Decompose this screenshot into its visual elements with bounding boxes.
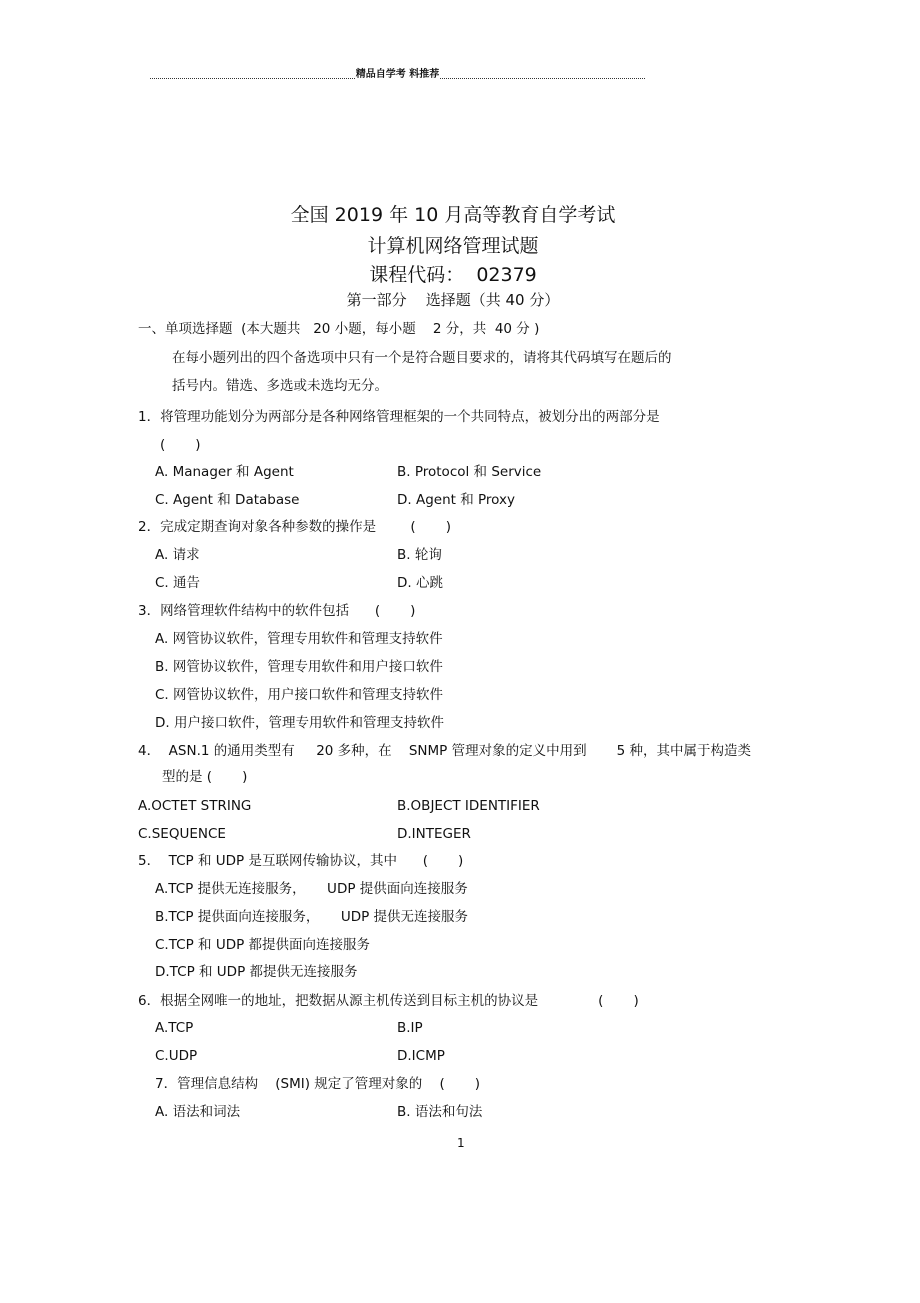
question-stem: 2．完成定期查询对象各种参数的操作是 ( ) <box>138 519 451 535</box>
option: A.TCP 提供无连接服务， UDP 提供面向连接服务 <box>155 881 468 897</box>
option: A. 语法和词法 <box>155 1104 241 1120</box>
option: D. 心跳 <box>397 575 443 591</box>
question-stem: 5． TCP 和 UDP 是互联网传输协议，其中 ( ) <box>138 853 464 869</box>
option: B.OBJECT IDENTIFIER <box>397 798 540 814</box>
option: D.ICMP <box>397 1048 445 1064</box>
question-stem-continued: 型的是 ( ) <box>162 769 248 785</box>
instructions: 括号内。错选、多选或未选均无分。 <box>172 378 388 394</box>
option: D.TCP 和 UDP 都提供无连接服务 <box>155 964 358 980</box>
part-heading: 第一部分 选择题（共 40 分） <box>346 291 560 309</box>
option: B. 网管协议软件，管理专用软件和用户接口软件 <box>155 659 443 675</box>
question-stem: 6．根据全网唯一的地址，把数据从源主机传送到目标主机的协议是 ( ) <box>138 993 639 1009</box>
option: B. Protocol 和 Service <box>397 464 542 480</box>
option: A.OCTET STRING <box>138 798 252 814</box>
instructions: 在每小题列出的四个备选项中只有一个是符合题目要求的，请将其代码填写在题后的 <box>172 350 672 366</box>
exam-subject: 计算机网络管理试题 <box>367 235 539 257</box>
course-code: 课程代码： 02379 <box>369 264 537 286</box>
option: A. 网管协议软件，管理专用软件和管理支持软件 <box>155 631 443 647</box>
header-banner-text: 精品自学考 料推荐 <box>355 69 440 80</box>
header-banner <box>150 66 645 84</box>
question-stem: 3．网络管理软件结构中的软件包括 ( ) <box>138 603 416 619</box>
exam-title: 全国 2019 年 10 月高等教育自学考试 <box>290 204 616 226</box>
answer-bracket: ( ) <box>160 437 201 453</box>
option: A.TCP <box>155 1020 194 1036</box>
question-stem: 4． ASN.1 的通用类型有 20 多种，在 SNMP 管理对象的定义中用到 5 种，其中属于构造类 <box>138 743 752 759</box>
page-number: 1 <box>457 1136 465 1150</box>
option: B.IP <box>397 1020 423 1036</box>
option: C. 通告 <box>155 575 201 591</box>
option: B.TCP 提供面向连接服务， UDP 提供无连接服务 <box>155 909 469 925</box>
section-heading: 一、单项选择题 (本大题共 20 小题，每小题 2 分，共 40 分 ) <box>138 321 540 337</box>
option: B. 轮询 <box>397 547 442 563</box>
option: D. Agent 和 Proxy <box>397 492 515 508</box>
option: D.INTEGER <box>397 826 471 842</box>
option: A. 请求 <box>155 547 200 563</box>
option: C. 网管协议软件，用户接口软件和管理支持软件 <box>155 687 444 703</box>
option: C.SEQUENCE <box>138 826 226 842</box>
option: B. 语法和句法 <box>397 1104 483 1120</box>
option: A. Manager 和 Agent <box>155 464 294 480</box>
option: C. Agent 和 Database <box>155 492 300 508</box>
question-stem: 7．管理信息结构 (SMI) 规定了管理对象的 ( ) <box>155 1076 481 1092</box>
option: C.UDP <box>155 1048 198 1064</box>
option: D. 用户接口软件，管理专用软件和管理支持软件 <box>155 715 444 731</box>
question-stem: 1．将管理功能划分为两部分是各种网络管理框架的一个共同特点，被划分出的两部分是 <box>138 409 660 425</box>
option: C.TCP 和 UDP 都提供面向连接服务 <box>155 937 371 953</box>
